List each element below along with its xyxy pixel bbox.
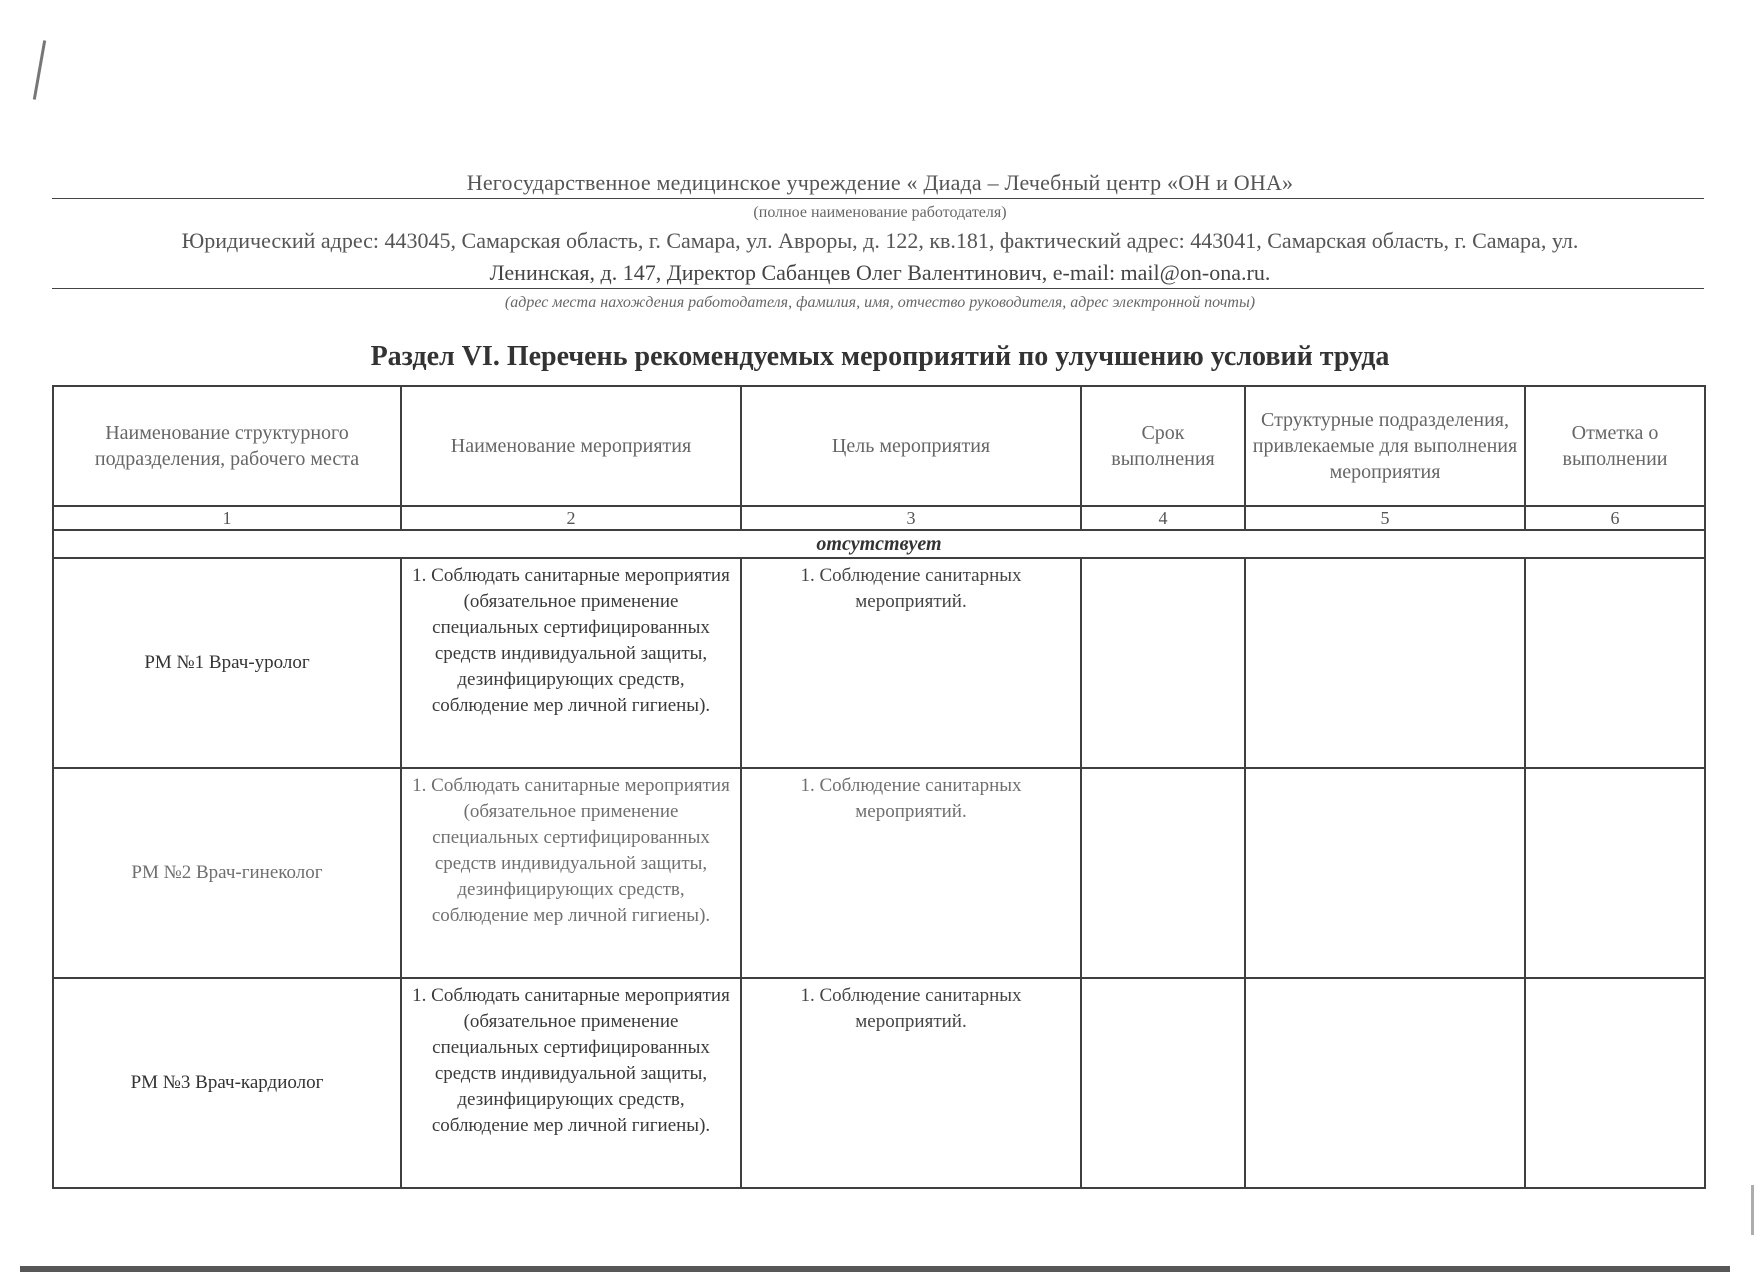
workplace-name: РМ №2 Врач-гинеколог — [53, 768, 401, 978]
scan-bottom-edge — [20, 1266, 1730, 1272]
employer-name-underline — [52, 198, 1704, 199]
completion-mark-cell — [1525, 558, 1705, 768]
header-departments: Структурные подразделения, привлекаемые для выполнения мероприятия — [1245, 386, 1525, 506]
deadline-cell — [1081, 558, 1245, 768]
table-header-row — [53, 386, 1705, 506]
employer-address-underline — [52, 288, 1704, 289]
employer-name: Негосударственное медицинское учреждение « Диада – Лечебный центр «ОН и ОНА» — [466, 170, 1294, 195]
employer-address-line2: Ленинская, д. 147, Директор Сабанцев Олег Валентинович, e-mail: mail@on-ona.ru. — [489, 260, 1271, 285]
employer-name-caption: (полное наименование работодателя) — [753, 204, 1007, 221]
column-number: 2 — [401, 506, 741, 530]
departments-cell — [1245, 978, 1525, 1188]
completion-mark-cell — [1525, 768, 1705, 978]
group-label: отсутствует — [53, 530, 1705, 558]
column-number: 6 — [1525, 506, 1705, 530]
measures-table — [52, 385, 1706, 1189]
group-row — [53, 530, 1705, 558]
table-row — [53, 978, 1705, 1188]
header-unit: Наименование структурного подразделения, рабочего места — [53, 386, 401, 506]
departments-cell — [1245, 558, 1525, 768]
departments-cell — [1245, 768, 1525, 978]
measure-text: 1. Соблюдать санитарные мероприятия (обязательное применение специальных сертифицированных средств индивидуальной защиты, дезинфицирующих средств, соблюдение мер личной гигиены). — [401, 978, 741, 1188]
table-row — [53, 768, 1705, 978]
goal-text: 1. Соблюдение санитарных мероприятий. — [741, 558, 1081, 768]
deadline-cell — [1081, 978, 1245, 1188]
column-number: 5 — [1245, 506, 1525, 530]
scan-right-edge — [1751, 1185, 1754, 1235]
workplace-name: РМ №3 Врач-кардиолог — [53, 978, 401, 1188]
deadline-cell — [1081, 768, 1245, 978]
goal-text: 1. Соблюдение санитарных мероприятий. — [741, 768, 1081, 978]
measure-text: 1. Соблюдать санитарные мероприятия (обязательное применение специальных сертифицированных средств индивидуальной защиты, дезинфицирующих средств, соблюдение мер личной гигиены). — [401, 558, 741, 768]
header-deadline: Срок выполнения — [1081, 386, 1245, 506]
employer-address-caption: (адрес места нахождения работодателя, фамилия, имя, отчество руководителя, адрес электронной почты) — [504, 294, 1256, 311]
scan-artifact-mark — [33, 40, 46, 100]
table-row — [53, 558, 1705, 768]
column-number: 4 — [1081, 506, 1245, 530]
column-number: 1 — [53, 506, 401, 530]
measure-text: 1. Соблюдать санитарные мероприятия (обязательное применение специальных сертифицированных средств индивидуальной защиты, дезинфицирующих средств, соблюдение мер личной гигиены). — [401, 768, 741, 978]
column-number: 3 — [741, 506, 1081, 530]
section-title: Раздел VI. Перечень рекомендуемых мероприятий по улучшению условий труда — [370, 341, 1390, 372]
workplace-name: РМ №1 Врач-уролог — [53, 558, 401, 768]
header-measure: Наименование мероприятия — [401, 386, 741, 506]
employer-address-line1: Юридический адрес: 443045, Самарская область, г. Самара, ул. Авроры, д. 122, кв.181, фактический адрес: 443041, Самарская область, г. Самара, ул. — [181, 228, 1579, 253]
header-mark: Отметка о выполнении — [1525, 386, 1705, 506]
goal-text: 1. Соблюдение санитарных мероприятий. — [741, 978, 1081, 1188]
completion-mark-cell — [1525, 978, 1705, 1188]
header-goal: Цель мероприятия — [741, 386, 1081, 506]
column-number-row — [53, 506, 1705, 530]
